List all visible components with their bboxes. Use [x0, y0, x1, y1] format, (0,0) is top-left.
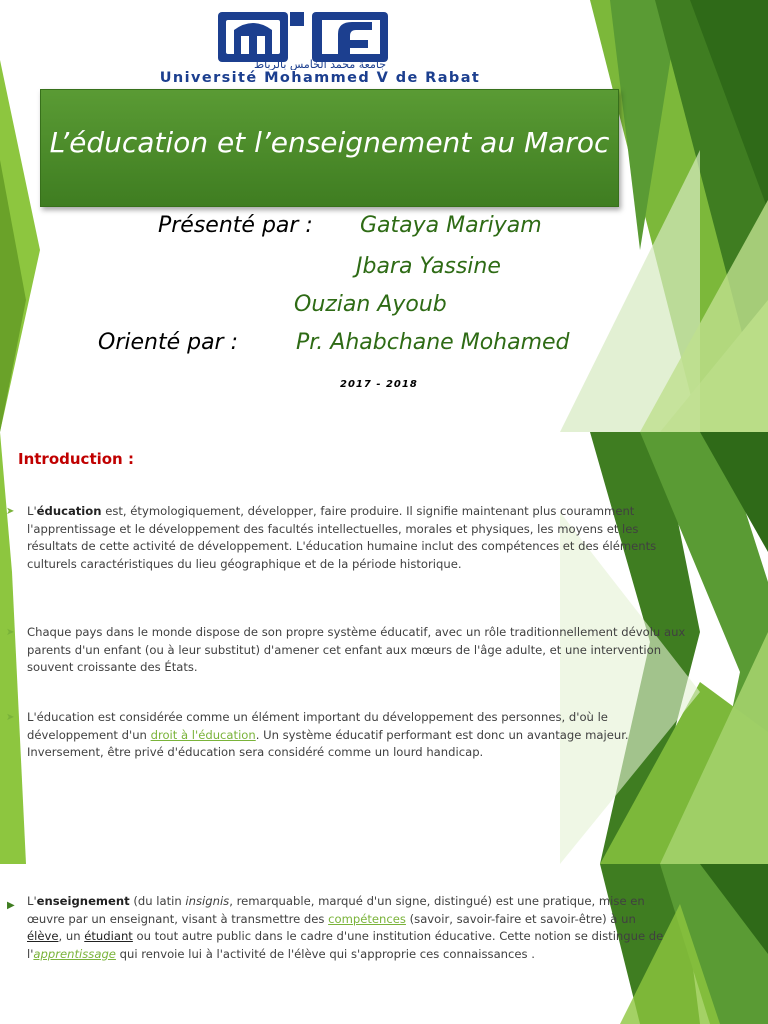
title-banner: [40, 89, 619, 207]
section-heading: Introduction :: [18, 450, 134, 468]
presentation-title: L’éducation et l’enseignement au Maroc: [49, 126, 610, 159]
link-right-to-education[interactable]: droit à l'éducation: [150, 727, 256, 742]
supervised-by-label: Orienté par :: [98, 330, 239, 355]
latin-term: insignis: [185, 894, 230, 908]
university-name: Université Mohammed V de Rabat: [159, 70, 481, 86]
university-emblem-icon: [76, 6, 564, 70]
link-apprentissage[interactable]: apprentissage: [33, 946, 116, 961]
text-fragment: est, étymologiquement, développer, faire produire. Il signifie maintenant plus couramment l'apprentissage et le développement des facultés intellectuelles, morales et physiques, les moyens et les résultats de cette activité de développement. L'éducation humaine inclut des compétences et des éléments culturels caractéristiques du lieu géographique et de la période historique.: [27, 504, 657, 571]
arrow-bullet-icon: ➤: [6, 506, 15, 517]
text-fragment: L'éducation est considérée comme un élément important du développement des personnes, d'où le développement d'un: [27, 710, 608, 742]
paragraph-educational-system: Chaque pays dans le monde dispose de son propre système éducatif, avec un rôle traditionnellement dévolu aux parents d'un enfant (ou à leur substitut) d'amener cet enfant aux mœurs de l'âge adulte, et une intervention souvent croissante des États.: [27, 625, 686, 674]
introduction-slide: [0, 432, 768, 864]
arrow-bullet-icon: ➤: [6, 627, 15, 638]
text-fragment: , un: [58, 929, 85, 943]
keyword-teaching: enseignement: [36, 894, 130, 908]
presenter-name: Gataya Mariyam: [360, 213, 542, 238]
academic-year: 2017 - 2018: [340, 379, 418, 390]
teaching-slide: [0, 864, 768, 1024]
presenter-name: Jbara Yassine: [356, 254, 501, 279]
paragraph-teaching: [27, 893, 667, 963]
text-fragment: L': [27, 504, 37, 518]
text-fragment: qui renvoie lui à l'activité de l'élève qui s'approprie ces connaissances .: [115, 946, 535, 961]
arrow-bullet-icon: ➤: [6, 712, 15, 723]
svg-text:جامعة محمد الخامس بالرباط: جامعة محمد الخامس بالرباط: [253, 58, 387, 70]
text-fragment: (du latin: [129, 894, 186, 908]
text-fragment: , remarquable, marqué d'un signe, distingué) est une pratique, mise en œuvre par un enseignant, visant à transmettre des: [27, 894, 645, 926]
text-fragment: . Un système éducatif performant est donc un avantage majeur. Inversement, être privé d'éducation sera considéré comme un lourd handicap.: [27, 727, 629, 759]
link-etudiant[interactable]: étudiant: [84, 929, 133, 943]
triangle-bullet-icon: ▶: [7, 900, 15, 911]
text-fragment: ou tout autre public dans le cadre d'une institution éducative. Cette notion se distingue de l': [27, 929, 664, 961]
link-competences[interactable]: compétences: [328, 911, 406, 926]
paragraph-right-to-education: [27, 709, 687, 762]
university-logo: [76, 6, 564, 92]
text-fragment: L': [27, 894, 37, 908]
title-slide: [0, 0, 768, 432]
presenter-name: Ouzian Ayoub: [294, 292, 447, 317]
paragraph-education: [27, 503, 687, 573]
link-eleve[interactable]: élève: [27, 929, 59, 943]
keyword-education: éducation: [36, 504, 102, 518]
supervisor-name: Pr. Ahabchane Mohamed: [296, 330, 570, 355]
presented-by-label: Présenté par :: [158, 213, 313, 238]
text-fragment: (savoir, savoir-faire et savoir-être) à un: [405, 911, 636, 926]
